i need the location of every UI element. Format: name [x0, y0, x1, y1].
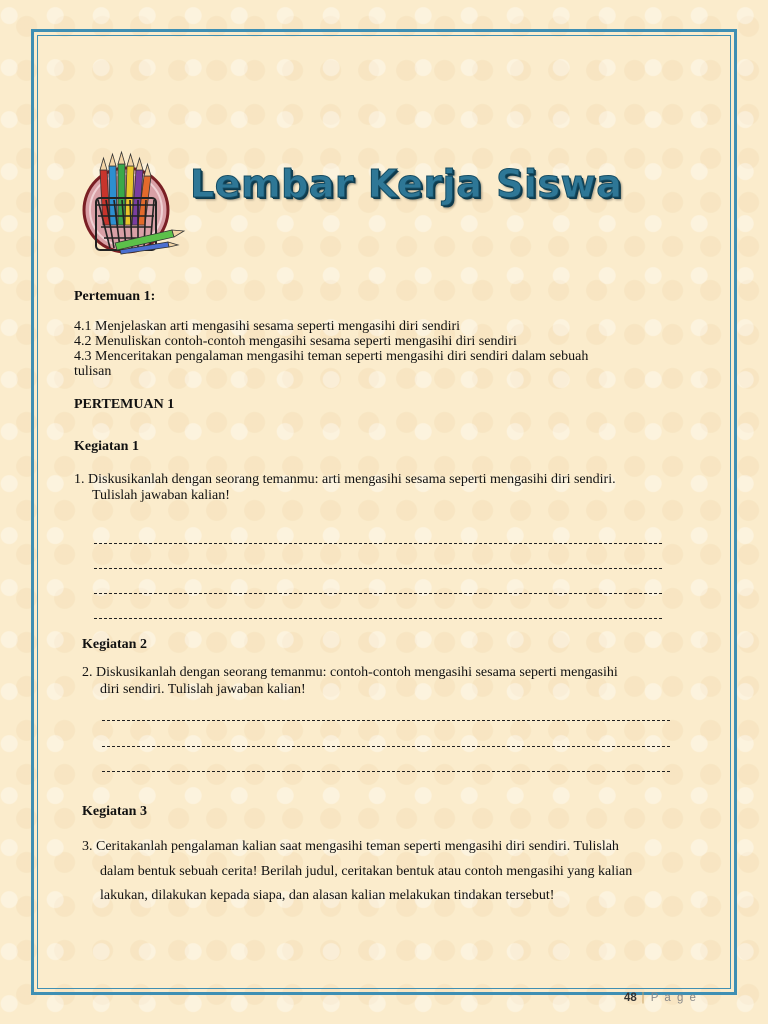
answer-line[interactable]: [94, 618, 662, 619]
objective-item: 4.2 Menuliskan contoh-contoh mengasihi sesama seperti mengasihi diri sendiri: [74, 334, 517, 349]
page-footer: [624, 992, 697, 1004]
kegiatan-3-question-continued: lakukan, dilakukan kepada siapa, dan alasan kalian melakukan tindakan tersebut!: [100, 888, 555, 903]
kegiatan-3-question-continued: dalam bentuk sebuah cerita! Berilah judul, ceritakan bentuk atau contoh mengasihi yang kalian: [100, 864, 633, 879]
kegiatan-2-question-continued: diri sendiri. Tulislah jawaban kalian!: [100, 682, 306, 697]
answer-line[interactable]: [94, 568, 662, 569]
answer-line[interactable]: [94, 593, 662, 594]
objective-item: 4.3 Menceritakan pengalaman mengasihi teman seperti mengasihi diri sendiri dalam sebuah: [74, 349, 589, 364]
page-number: 48: [624, 992, 637, 1004]
answer-line[interactable]: [102, 746, 670, 747]
answer-line[interactable]: [102, 720, 670, 721]
footer-separator: |: [641, 992, 646, 1004]
objective-item-continued: tulisan: [74, 364, 112, 379]
section-title: PERTEMUAN 1: [74, 397, 175, 412]
objective-item: 4.1 Menjelaskan arti mengasihi sesama seperti mengasihi diri sendiri: [74, 319, 461, 334]
page-label: P a g e: [650, 992, 698, 1004]
kegiatan-1-question: 1. Diskusikanlah dengan seorang temanmu: arti mengasihi sesama seperti mengasihi diri sendiri.: [74, 472, 616, 487]
objectives-heading: Pertemuan 1:: [74, 289, 156, 304]
kegiatan-2-question: 2. Diskusikanlah dengan seorang temanmu: contoh-contoh mengasihi sesama seperti mengasihi: [82, 665, 618, 680]
kegiatan-3-question: 3. Ceritakanlah pengalaman kalian saat mengasihi teman seperti mengasihi diri sendiri. Tulislah: [82, 839, 619, 854]
kegiatan-1-question-continued: Tulislah jawaban kalian!: [92, 488, 230, 503]
kegiatan-3-heading: Kegiatan 3: [82, 804, 147, 819]
kegiatan-2-heading: Kegiatan 2: [82, 637, 147, 652]
answer-line[interactable]: [94, 543, 662, 544]
pencil-cup-icon: [80, 150, 190, 258]
page-title: Lembar Kerja Siswa: [190, 162, 623, 206]
answer-line[interactable]: [102, 771, 670, 772]
kegiatan-1-heading: Kegiatan 1: [74, 439, 139, 454]
